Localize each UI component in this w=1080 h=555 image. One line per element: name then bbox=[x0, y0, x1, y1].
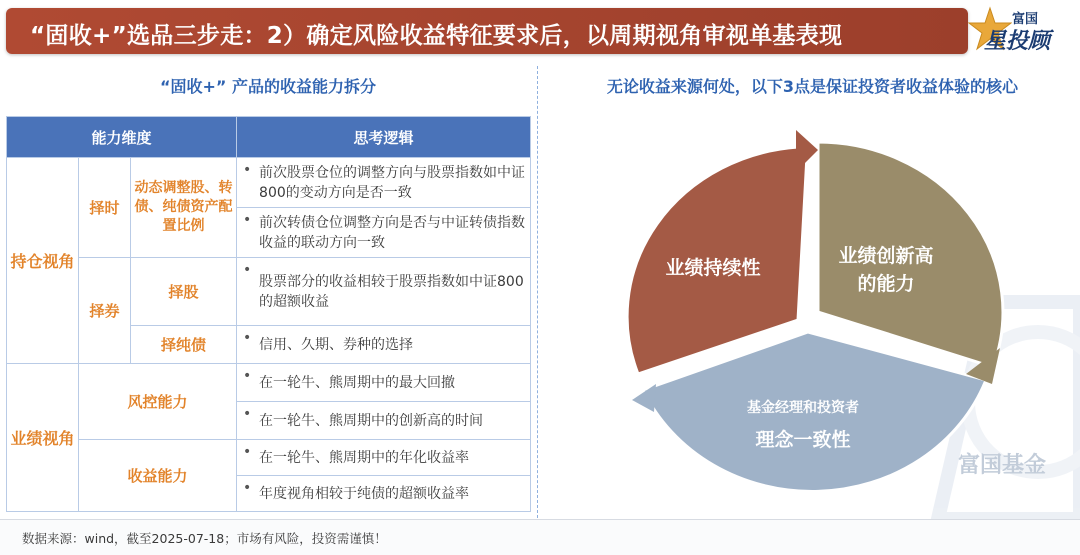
brand-logo bbox=[968, 4, 1074, 58]
return-ability-cell: 收益能力 bbox=[79, 440, 237, 512]
risk-logic-2: • 在一轮牛、熊周期中的创新高的时间 bbox=[237, 402, 531, 440]
logo-top-text: 富国 bbox=[1012, 12, 1039, 27]
segment-label-alignment-2: 理念一致性 bbox=[755, 429, 851, 451]
table-row bbox=[7, 364, 531, 402]
page-title: “固收+”选品三步走：2）确定风险收益特征要求后，以周期视角审视单基表现 bbox=[30, 23, 843, 49]
table-header-row bbox=[7, 117, 531, 158]
table-row bbox=[7, 258, 531, 326]
segment-label-innovation-1: 业绩创新高 bbox=[838, 245, 934, 267]
timing-logic-1: • 前次股票仓位的调整方向与股票指数如中证800的变动方向是否一致 bbox=[237, 158, 531, 208]
selection-cell: 择券 bbox=[79, 258, 131, 364]
stock-logic: • 股票部分的收益相较于股票指数如中证800的超额收益 bbox=[237, 258, 531, 326]
header-logic: 思考逻辑 bbox=[237, 117, 531, 158]
title-bar bbox=[6, 8, 968, 54]
bond-logic: • 信用、久期、券种的选择 bbox=[237, 326, 531, 364]
bond-pick-cell: 择纯债 bbox=[131, 326, 237, 364]
right-section-heading: 无论收益来源何处，以下3点是保证投资者收益体验的核心 bbox=[606, 77, 1019, 96]
capability-table bbox=[6, 116, 531, 512]
section-divider bbox=[537, 66, 538, 518]
timing-cell: 择时 bbox=[79, 158, 131, 258]
timing-sub-cell: 动态调整股、转债、纯债资产配置比例 bbox=[131, 158, 237, 258]
stock-pick-cell: 择股 bbox=[131, 258, 237, 326]
return-logic-2: • 年度视角相较于纯债的超额收益率 bbox=[237, 476, 531, 512]
watermark-text: 富国基金 bbox=[958, 453, 1047, 478]
timing-logic-2: • 前次转债仓位调整方向是否与中证转债指数收益的联动方向一致 bbox=[237, 208, 531, 258]
performance-view-cell: 业绩视角 bbox=[7, 364, 79, 512]
left-section-heading: “固收+” 产品的收益能力拆分 bbox=[159, 77, 376, 96]
table-row bbox=[7, 440, 531, 476]
segment-persistence bbox=[627, 137, 808, 374]
risk-logic-1: • 在一轮牛、熊周期中的最大回撤 bbox=[237, 364, 531, 402]
holding-view-cell: 持仓视角 bbox=[7, 158, 79, 364]
logo-main-text: 星投顾 bbox=[984, 29, 1051, 54]
segment-label-alignment-1: 基金经理和投资者 bbox=[747, 400, 859, 416]
return-logic-1: • 在一轮牛、熊周期中的年化收益率 bbox=[237, 440, 531, 476]
three-core-diagram bbox=[608, 112, 1080, 519]
data-source-note: 数据来源：wind，截至2025-07-18；市场有风险，投资需谨慎！ bbox=[22, 531, 387, 546]
risk-control-cell: 风控能力 bbox=[79, 364, 237, 440]
segment-label-persistence: 业绩持续性 bbox=[665, 257, 761, 279]
footer bbox=[0, 519, 1080, 555]
segment-label-innovation-2: 的能力 bbox=[857, 273, 915, 295]
header-dimension: 能力维度 bbox=[7, 117, 237, 158]
table-row bbox=[7, 158, 531, 208]
